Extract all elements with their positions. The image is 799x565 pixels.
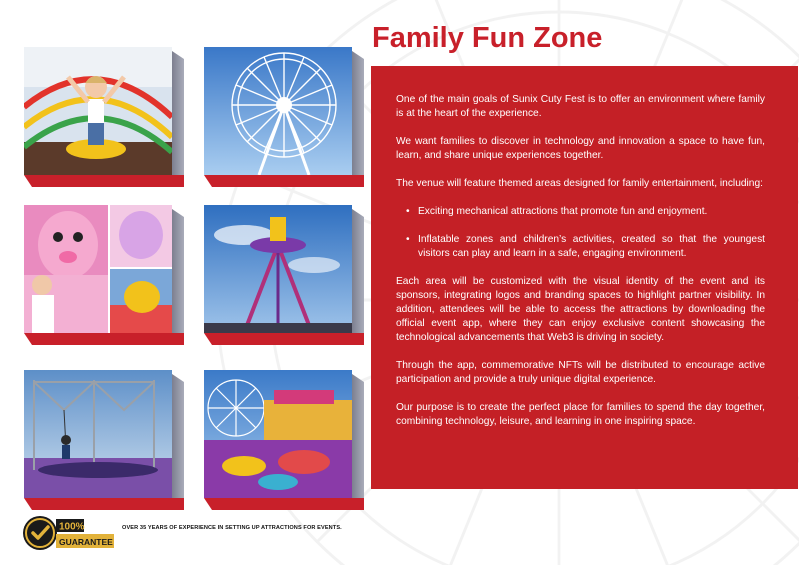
photo-tile <box>24 205 184 355</box>
experience-tagline: OVER 35 YEARS OF EXPERIENCE IN SETTING UP ATTRACTIONS FOR EVENTS. <box>122 525 342 531</box>
nft-paragraph: Through the app, commemorative NFTs will be distributed to encourage active participation and provide a truly unique digital experience. <box>396 360 765 385</box>
tile-base <box>24 498 184 510</box>
tile-base <box>24 333 184 345</box>
branding-paragraph: Each area will be customized with the visual identity of the event and its sponsors, integrating logos and branding spaces to highlight partner visibility. In addition, attendees will be able to access the attractions by downloading the official event app, where they can enjoy exclusive content showcasing the technological advancements that Web3 is driving in society. <box>396 276 765 343</box>
tile-side <box>352 51 364 175</box>
child-playground-photo <box>24 47 172 175</box>
badge-percent: 100% <box>59 521 85 533</box>
trampoline-bungee-photo <box>24 370 172 498</box>
purpose-paragraph: Our purpose is to create the perfect place for families to spend the day together, combining technology, leisure, and learning in one inspiring space. <box>396 402 765 427</box>
ferris-wheel-photo <box>204 47 352 175</box>
attractions-list <box>406 205 765 261</box>
tile-base <box>204 498 364 510</box>
venue-paragraph: The venue will feature themed areas designed for family entertainment, including: <box>396 178 763 189</box>
tile-side <box>352 374 364 498</box>
tile-side <box>172 51 184 175</box>
fairground-rides-photo <box>204 370 352 498</box>
tile-side <box>172 374 184 498</box>
tile-base <box>204 333 364 345</box>
inflatables-collage-photo <box>24 205 172 333</box>
page-title: Family Fun Zone <box>372 22 603 54</box>
photo-tile <box>24 370 184 520</box>
badge-seal <box>23 516 57 550</box>
guarantee-badge <box>22 515 117 551</box>
drop-tower-ride-photo <box>204 205 352 333</box>
list-item: • Exciting mechanical attractions that promote fun and enjoyment. <box>406 205 765 219</box>
photo-tile <box>24 47 184 197</box>
tile-side <box>172 209 184 333</box>
photo-tile <box>204 370 364 520</box>
content-panel <box>371 66 798 489</box>
photo-tile <box>204 47 364 197</box>
intro-paragraph: One of the main goals of Sunix Cuty Fest is to offer an environment where family is at the heart of the experience. <box>396 94 765 119</box>
families-paragraph: We want families to discover in technology and innovation a space to have fun, learn, and share unique experiences together. <box>396 136 765 161</box>
badge-word: GUARANTEE <box>59 537 113 547</box>
list-item: • Inflatable zones and children’s activities, created so that the youngest visitors can play and learn in a safe, engaging environment. <box>406 233 765 261</box>
tile-base <box>24 175 184 187</box>
tile-side <box>352 209 364 333</box>
photo-tile <box>204 205 364 355</box>
tile-base <box>204 175 364 187</box>
